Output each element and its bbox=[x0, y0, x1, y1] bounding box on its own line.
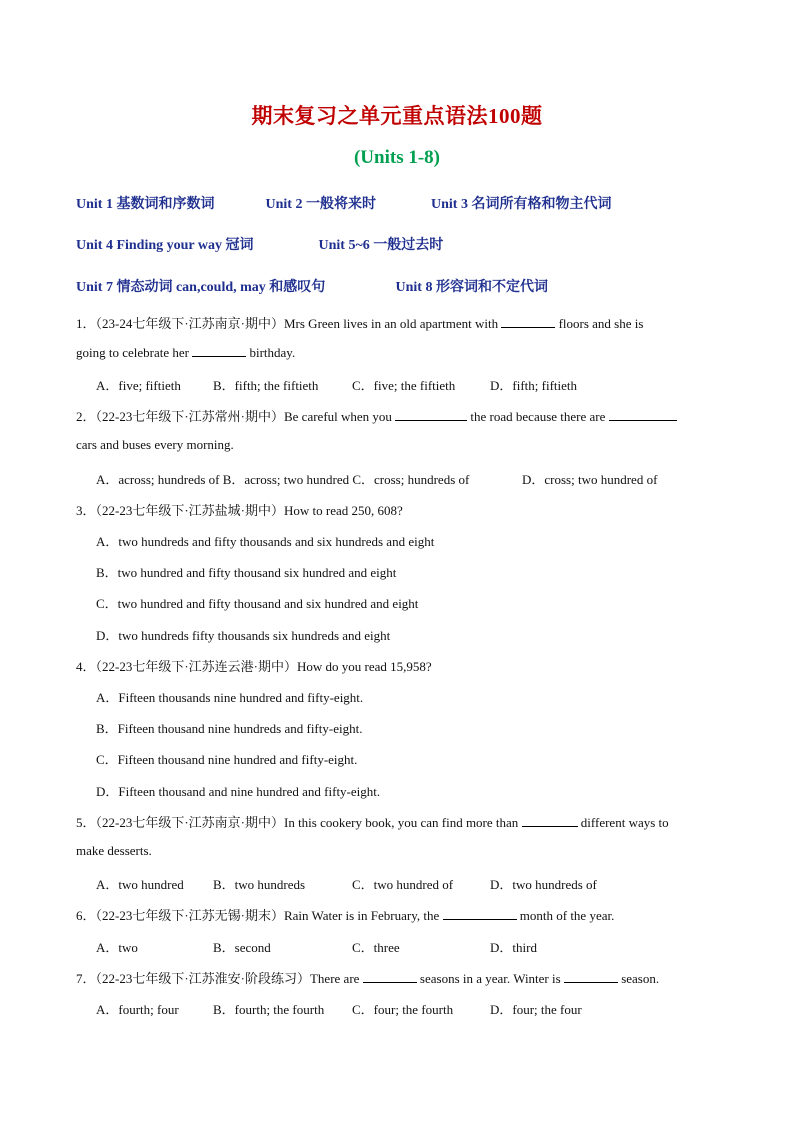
unit-list-row-1 bbox=[76, 193, 611, 213]
unit-1-label: Unit 1 基数词和序数词 bbox=[76, 197, 215, 212]
page-subtitle: (Units 1-8) bbox=[353, 147, 441, 168]
option-d[interactable]: D．four; the four bbox=[490, 1002, 582, 1017]
option-d[interactable]: D．two hundreds fifty thousands six hundreds and eight bbox=[96, 628, 391, 643]
unit-3-label: Unit 3 名词所有格和物主代词 bbox=[431, 197, 612, 212]
option-abc[interactable]: A．across; hundreds of B．across; two hundred C．cross; hundreds of bbox=[96, 472, 470, 487]
question-3-stem: 3．（22-23七年级下·江苏盐城·期中）How to read 250, 608? bbox=[76, 503, 403, 518]
answer-blank[interactable] bbox=[564, 970, 618, 983]
page-title: 期末复习之单元重点语法100题 bbox=[251, 104, 543, 128]
option-c[interactable]: C．five; the fiftieth bbox=[352, 378, 456, 393]
question-2-stem bbox=[76, 406, 677, 425]
option-c[interactable]: C．two hundred of bbox=[352, 877, 454, 892]
answer-blank[interactable] bbox=[522, 814, 578, 827]
option-a[interactable]: A．Fifteen thousands nine hundred and fifty-eight. bbox=[96, 690, 364, 705]
question-1-text: going to celebrate her bbox=[76, 345, 189, 360]
unit-8-label: Unit 8 形容词和不定代词 bbox=[395, 280, 548, 295]
option-b[interactable]: B．two hundreds bbox=[213, 877, 306, 892]
unit-5-6-label: Unit 5~6 一般过去时 bbox=[318, 238, 444, 253]
question-2-text: 2．（22-23七年级下·江苏常州·期中）Be careful when you bbox=[76, 409, 392, 424]
question-2-stem-cont: cars and buses every morning. bbox=[76, 437, 234, 452]
question-1-text: floors and she is bbox=[558, 316, 644, 331]
option-b[interactable]: B．two hundred and fifty thousand six hundred and eight bbox=[96, 565, 397, 580]
question-4-stem: 4．（22-23七年级下·江苏连云港·期中）How do you read 15,958? bbox=[76, 659, 432, 674]
option-c[interactable]: C．Fifteen thousand nine hundred and fifty-eight. bbox=[96, 752, 358, 767]
question-5-text: different ways to bbox=[580, 815, 669, 830]
question-1-stem-cont bbox=[76, 344, 295, 361]
option-a[interactable]: A．two bbox=[96, 940, 138, 955]
answer-blank[interactable] bbox=[501, 315, 555, 328]
unit-list-row-2 bbox=[76, 234, 443, 254]
answer-blank[interactable] bbox=[609, 408, 677, 421]
option-d[interactable]: D．fifth; fiftieth bbox=[490, 378, 578, 393]
answer-blank[interactable] bbox=[192, 344, 246, 357]
option-d[interactable]: D．cross; two hundred of bbox=[522, 472, 658, 487]
question-6-text: 6．（22-23七年级下·江苏无锡·期末）Rain Water is in February, the bbox=[76, 908, 440, 923]
option-c[interactable]: C．four; the fourth bbox=[352, 1002, 454, 1017]
option-d[interactable]: D．two hundreds of bbox=[490, 877, 597, 892]
question-2-text: the road because there are bbox=[470, 409, 606, 424]
unit-list-row-3 bbox=[76, 276, 548, 296]
option-a[interactable]: A．fourth; four bbox=[96, 1002, 179, 1017]
option-c[interactable]: C．three bbox=[352, 940, 400, 955]
option-a[interactable]: A．five; fiftieth bbox=[96, 378, 181, 393]
question-7-stem bbox=[76, 968, 659, 987]
question-6-text: month of the year. bbox=[519, 908, 615, 923]
question-1-text: 1．（23-24七年级下·江苏南京·期中）Mrs Green lives in an old apartment with bbox=[76, 316, 499, 331]
option-b[interactable]: B．Fifteen thousand nine hundreds and fifty-eight. bbox=[96, 721, 363, 736]
answer-blank[interactable] bbox=[443, 907, 517, 920]
answer-blank[interactable] bbox=[395, 408, 467, 421]
option-b[interactable]: B．second bbox=[213, 940, 271, 955]
unit-2-label: Unit 2 一般将来时 bbox=[265, 197, 376, 212]
question-5-text: 5．（22-23七年级下·江苏南京·期中）In this cookery book, you can find more than bbox=[76, 815, 519, 830]
question-7-text: season. bbox=[621, 971, 660, 986]
question-7-text: 7．（22-23七年级下·江苏淮安·阶段练习）There are bbox=[76, 971, 360, 986]
option-d[interactable]: D．third bbox=[490, 940, 537, 955]
question-1-text: birthday. bbox=[249, 345, 296, 360]
option-a[interactable]: A．two hundreds and fifty thousands and six hundreds and eight bbox=[96, 534, 435, 549]
option-b[interactable]: B．fourth; the fourth bbox=[213, 1002, 325, 1017]
question-5-stem bbox=[76, 812, 669, 831]
question-6-stem bbox=[76, 905, 614, 924]
unit-7-label: Unit 7 情态动词 can,could, may 和感叹句 bbox=[76, 280, 326, 295]
question-1-stem bbox=[76, 313, 643, 332]
option-c[interactable]: C．two hundred and fifty thousand and six hundred and eight bbox=[96, 596, 419, 611]
question-7-text: seasons in a year. Winter is bbox=[419, 971, 561, 986]
option-d[interactable]: D．Fifteen thousand and nine hundred and fifty-eight. bbox=[96, 784, 381, 799]
option-b[interactable]: B．fifth; the fiftieth bbox=[213, 378, 319, 393]
question-5-stem-cont: make desserts. bbox=[76, 843, 152, 858]
unit-4-label: Unit 4 Finding your way 冠词 bbox=[76, 238, 254, 253]
answer-blank[interactable] bbox=[363, 970, 417, 983]
option-a[interactable]: A．two hundred bbox=[96, 877, 184, 892]
